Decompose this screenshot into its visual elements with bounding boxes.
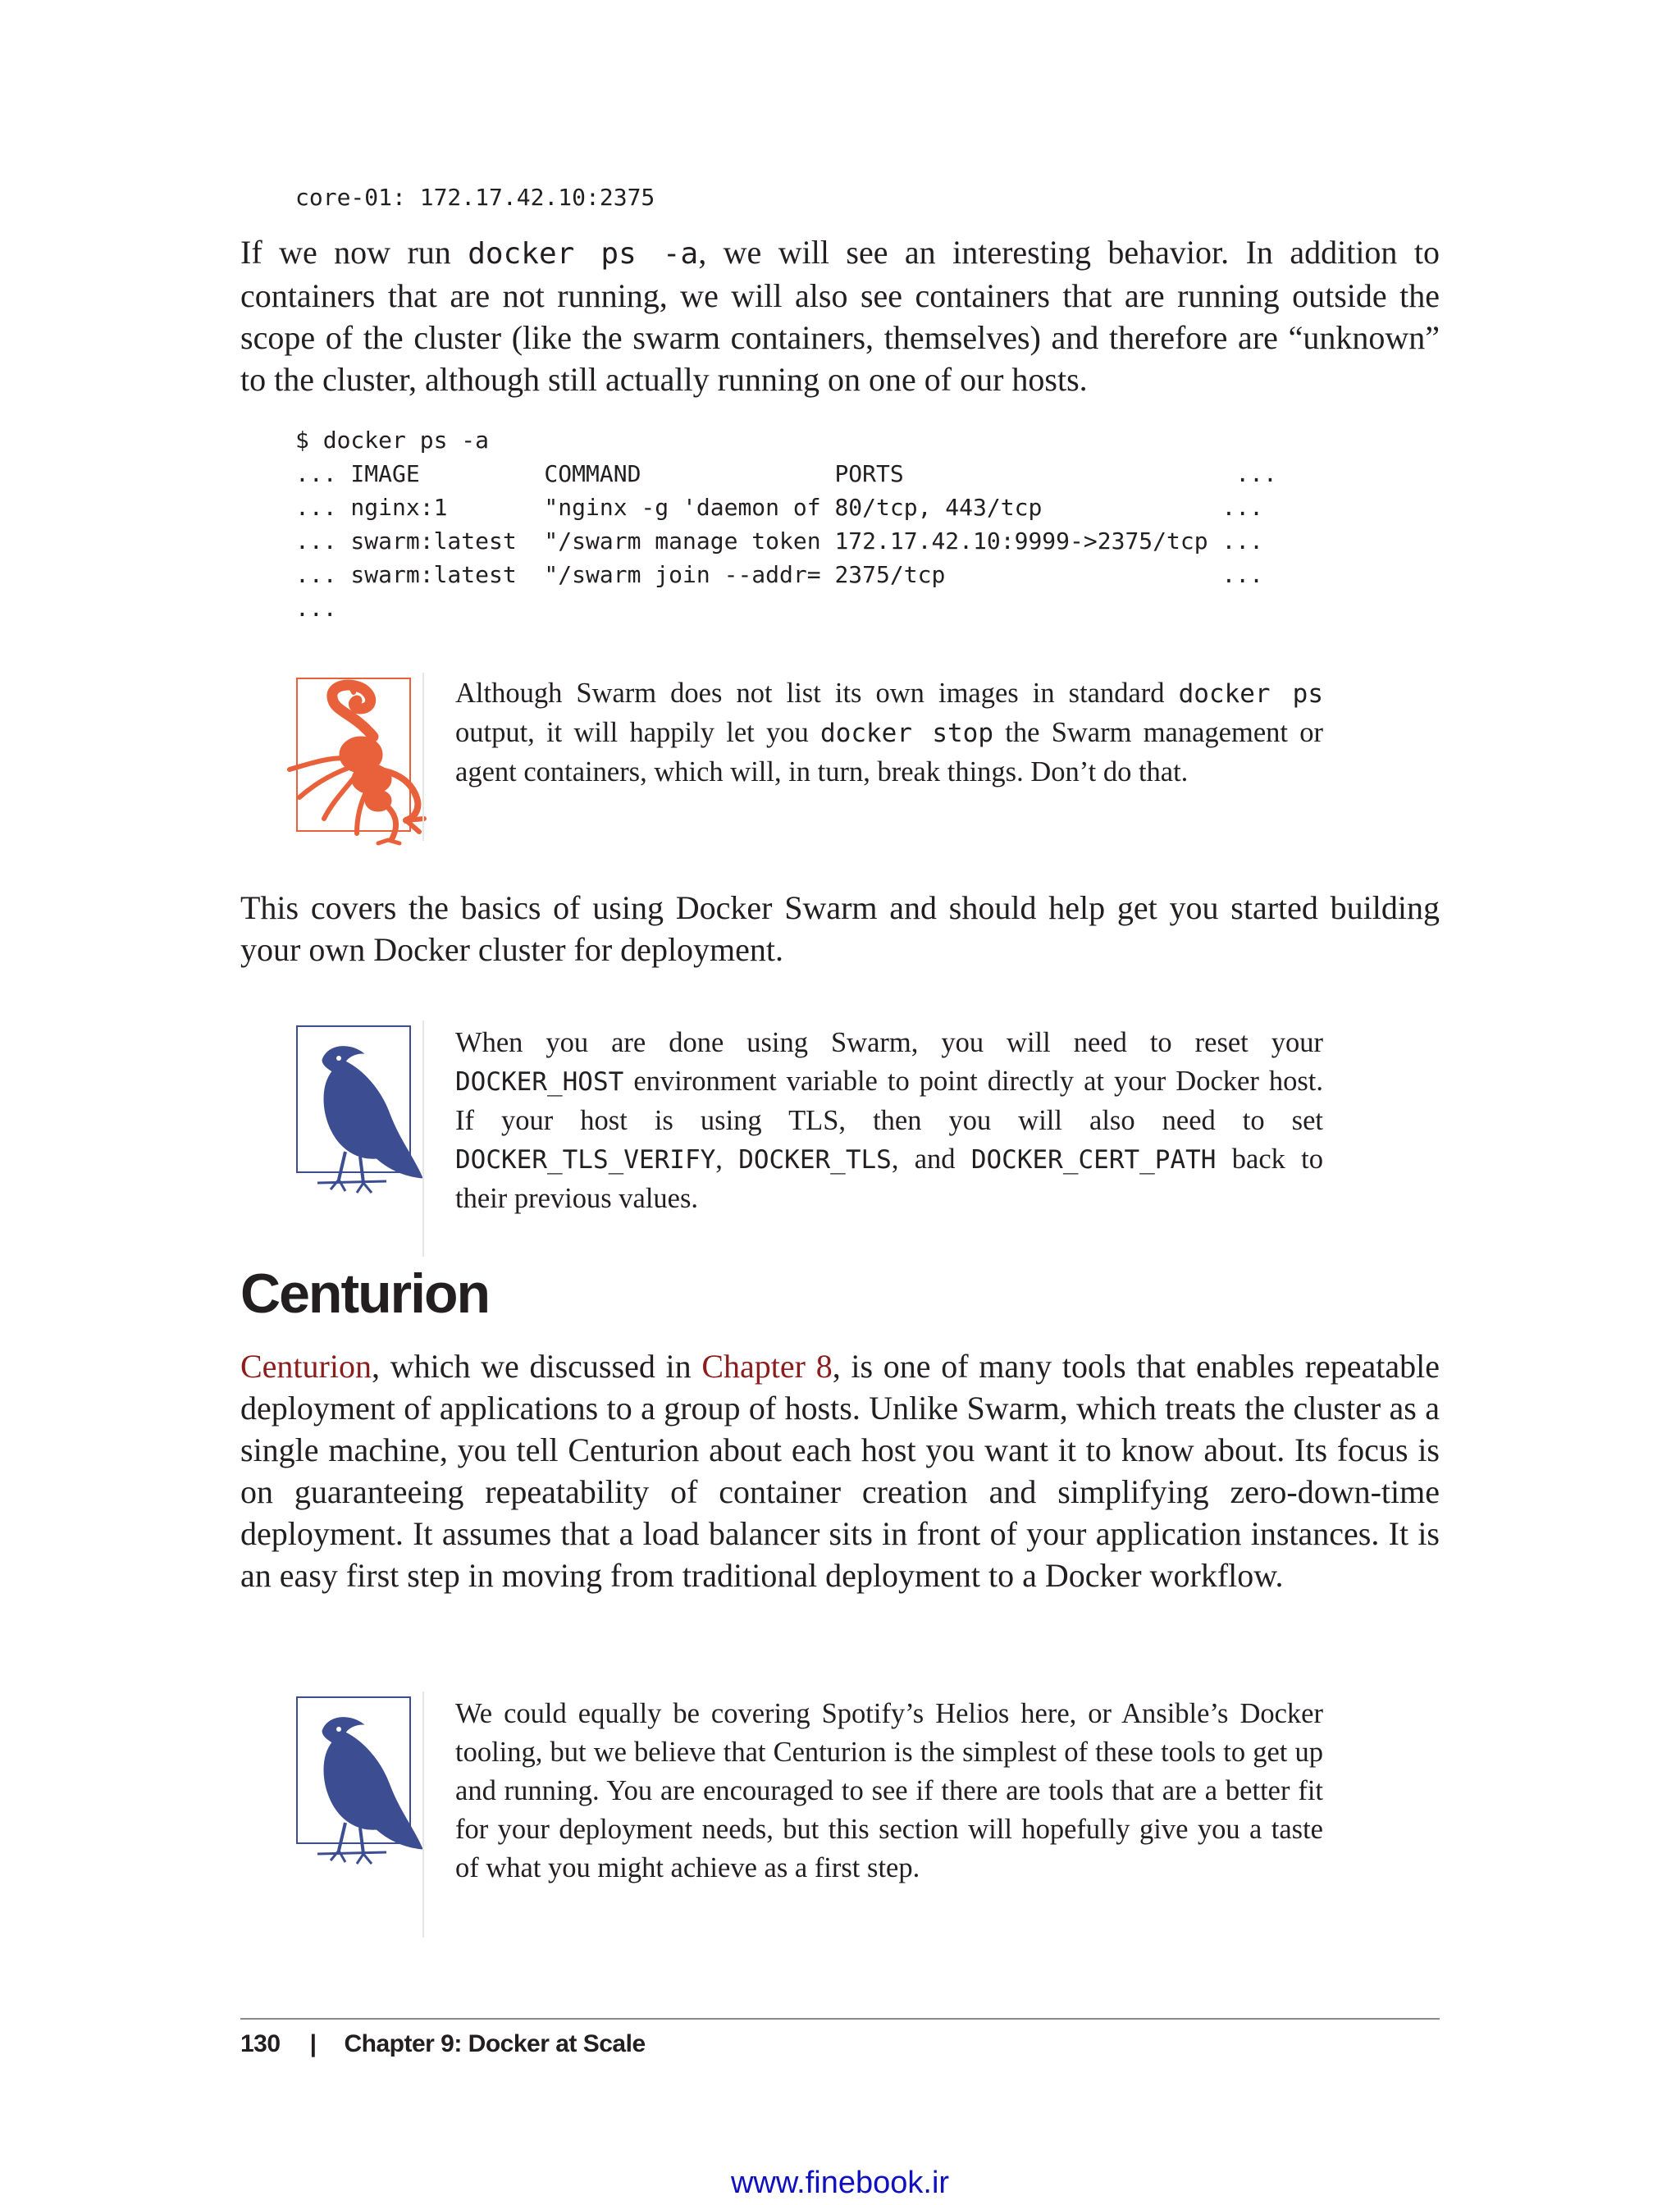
inline-code: docker ps -a — [468, 237, 699, 271]
inline-code: docker stop — [820, 719, 993, 748]
paragraph-summary: This covers the basics of using Docker Swarm and should help get you started building your own Docker cluster for deployment. — [240, 889, 1440, 968]
note-rule — [422, 1020, 424, 1257]
centurion-link[interactable]: Centurion — [240, 1348, 372, 1385]
warning-rule — [422, 673, 424, 841]
chapter-title: Chapter 9: Docker at Scale — [344, 2030, 646, 2057]
chapter-8-link[interactable]: Chapter 8 — [701, 1348, 833, 1385]
paragraph-intro: If we now run docker ps -a, we will see an interesting behavior. In addition to containers that are not running, we will also see containers that are running outside the scope of the cluster (like the swarm containers, themselves) and therefore are “unknown” to the cluster, although still actually running on one of our hosts. — [240, 234, 1440, 398]
inline-code: DOCKER_TLS — [738, 1145, 892, 1175]
inline-code: docker ps — [1178, 679, 1323, 709]
warning-text: Although Swarm does not list its own images in standard docker ps output, it will happily let you docker stop the Swarm management or agent containers, which will, in turn, break things. Don’t do that. — [455, 678, 1323, 788]
note-rule — [422, 1691, 424, 1938]
page-number: 130 — [240, 2030, 281, 2057]
code-line: $ docker ps -a — [295, 427, 490, 454]
crow-icon — [298, 1037, 437, 1201]
scorpion-icon — [275, 679, 431, 843]
footer-rule — [240, 2018, 1440, 2020]
footer-separator: | — [309, 2030, 317, 2057]
note-text-reset-env: When you are done using Swarm, you will need to reset your DOCKER_HOST environment variable to point directly at your Docker host. If your host is using TLS, then you will also need to set DOCKER_TLS_VERIFY, DOCKER_TLS, and DOCKER_CERT_PATH back to their previous values. — [455, 1027, 1323, 1214]
code-line: ... swarm:latest "/swarm manage token 172.17.42.10:9999->2375/tcp ... — [295, 527, 1264, 555]
code-line: ... — [295, 595, 337, 622]
note-text-centurion: We could equally be covering Spotify’s Helios here, or Ansible’s Docker tooling, but we believe that Centurion is the simplest of these tools to get up and running. You are encouraged to see if there are tools that are a better fit for your deployment needs, but this section will hopefully give you a taste of what you might achieve as a first step. — [455, 1698, 1323, 1883]
inline-code: DOCKER_CERT_PATH — [970, 1145, 1217, 1175]
paragraph-centurion: Centurion, which we discussed in Chapter 8, is one of many tools that enables repeatable deployment of applications to a group of hosts. Unlike Swarm, which treats the cluster as a single machine, you tell Centurion about each host you want it to know about. Its focus is on guaranteeing repeatability of container creation and simplifying zero-down-time deployment. It assumes that a load balancer sits in front of your application instances. It is an easy first step in moving from traditional deployment to a Docker workflow. — [240, 1348, 1440, 1594]
inline-code: DOCKER_HOST — [455, 1067, 624, 1097]
inline-code: DOCKER_TLS_VERIFY — [455, 1145, 716, 1175]
crow-icon — [298, 1708, 437, 1872]
note-icon-frame — [296, 1696, 411, 1844]
code-block-docker-ps — [295, 423, 1277, 625]
code-line-top: core-01: 172.17.42.10:2375 — [295, 184, 655, 211]
watermark-url: www.finebook.ir — [730, 2166, 950, 2200]
code-line: ... swarm:latest "/swarm join --addr= 2375/tcp ... — [295, 561, 1264, 588]
page-footer — [240, 2028, 646, 2061]
note-icon-frame — [296, 1025, 411, 1173]
section-heading: Centurion — [240, 1262, 490, 1325]
code-line: ... IMAGE COMMAND PORTS ... — [295, 460, 1277, 487]
warning-icon-frame — [296, 678, 411, 832]
code-line: ... nginx:1 "nginx -g 'daemon of 80/tcp, 443/tcp ... — [295, 494, 1264, 521]
